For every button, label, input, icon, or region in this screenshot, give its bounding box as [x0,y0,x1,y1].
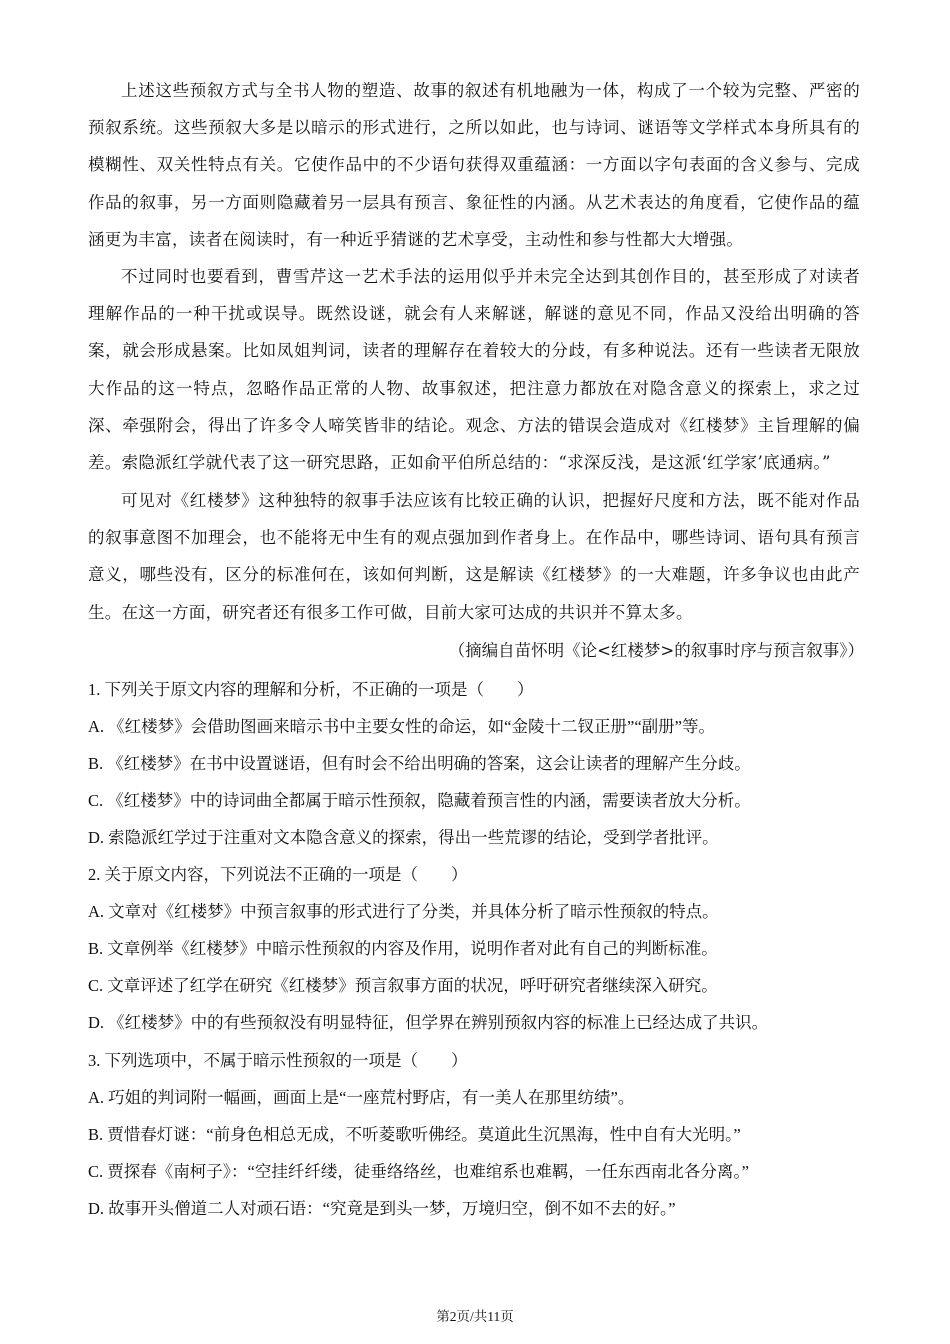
question-1-option-d: D. 索隐派红学过于注重对文本隐含意义的探索，得出一些荒谬的结论，受到学者批评。 [88,828,719,847]
question-2-option-d: D. 《红楼梦》中的有些预叙没有明显特征，但学界在辨别预叙内容的标准上已经达成了共识。 [88,1013,769,1032]
paragraph-1: 上述这些预叙方式与全书人物的塑造、故事的叙述有机地融为一体，构成了一个较为完整、严密的预叙系统。这些预叙大多是以暗示的形式进行，之所以如此，也与诗词、谜语等文学样式本身所具有的模糊性、双关性特点有关。它使作品中的不少语句获得双重蕴涵：一方面以字句表面的含义参与、完成作品的叙事，另一方面则隐藏着另一层具有预言、象征性的内涵。从艺术表达的角度看，它使作品的蕴涵更为丰富，读者在阅读时，有一种近乎猜谜的艺术享受，主动性和参与性都大大增强。 [88,81,860,249]
question-2-option-b: B. 文章例举《红楼梦》中暗示性预叙的内容及作用，说明作者对此有自己的判断标准。 [88,939,718,958]
source-citation: （摘编自苗怀明《论<红楼梦>的叙事时序与预言叙事》） [448,641,864,660]
question-3-stem: 3. 下列选项中，不属于暗示性预叙的一项是（ ） [88,1051,468,1070]
question-2-stem: 2. 关于原文内容，下列说法不正确的一项是（ ） [88,865,468,884]
question-3-option-a: A. 巧姐的判词附一幅画，画面上是“一座荒村野店，有一美人在那里纺绩”。 [88,1088,635,1107]
question-1-option-a: A. 《红楼梦》会借助图画来暗示书中主要女性的命运，如“金陵十二钗正册”“副册”等。 [88,717,715,736]
question-1-option-b: B. 《红楼梦》在书中设置谜语，但有时会不给出明确的答案，这会让读者的理解产生分歧。 [88,754,751,773]
question-1-option-c: C. 《红楼梦》中的诗词曲全都属于暗示性预叙，隐藏着预言性的内涵，需要读者放大分析。 [88,791,751,810]
paragraph-3: 可见对《红楼梦》这种独特的叙事手法应该有比较正确的认识，把握好尺度和方法，既不能对作品的叙事意图不加理会，也不能将无中生有的观点强加到作者身上。在作品中，哪些诗词、语句具有预言意义，哪些没有，区分的标准何在，该如何判断，这是解读《红楼梦》的一大难题，许多争议也由此产生。在这一方面，研究者还有很多工作可做，目前大家可达成的共识并不算太多。 [88,491,860,622]
question-3-option-d: D. 故事开头僧道二人对顽石语：“究竟是到头一梦，万境归空，倒不如不去的好。” [88,1199,676,1218]
question-3-option-b: B. 贾惜春灯谜：“前身色相总无成，不听菱歌听佛经。莫道此生沉黑海，性中自有大光明。” [88,1125,741,1144]
paragraph-2: 不过同时也要看到，曹雪芹这一艺术手法的运用似乎并未完全达到其创作目的，甚至形成了对读者理解作品的一种干扰或误导。既然设谜，就会有人来解谜，解谜的意见不同，作品又没给出明确的答案，就会形成悬案。比如凤姐判词，读者的理解存在着较大的分歧，有多种说法。还有一些读者无限放大作品的这一特点，忽略作品正常的人物、故事叙述，把注意力都放在对隐含意义的探索上，求之过深、牵强附会，得出了许多令人啼笑皆非的结论。观念、方法的错误会造成对《红楼梦》主旨理解的偏差。索隐派红学就代表了这一研究思路，正如俞平伯所总结的：“求深反浅，是这派‘红学家’底通病。” [88,267,860,473]
question-2-option-a: A. 文章对《红楼梦》中预言叙事的形式进行了分类，并具体分析了暗示性预叙的特点。 [88,902,719,921]
question-2-option-c: C. 文章评述了红学在研究《红楼梦》预言叙事方面的状况，呼吁研究者继续深入研究。 [88,976,718,995]
page-number: 第2页/共11页 [436,1309,514,1324]
question-1-stem: 1. 下列关于原文内容的理解和分析，不正确的一项是（ ） [88,680,534,699]
question-3-option-c: C. 贾探春《南柯子》：“空挂纤纤缕，徒垂络络丝，也难绾系也难羁，一任东西南北各分离。” [88,1162,749,1181]
